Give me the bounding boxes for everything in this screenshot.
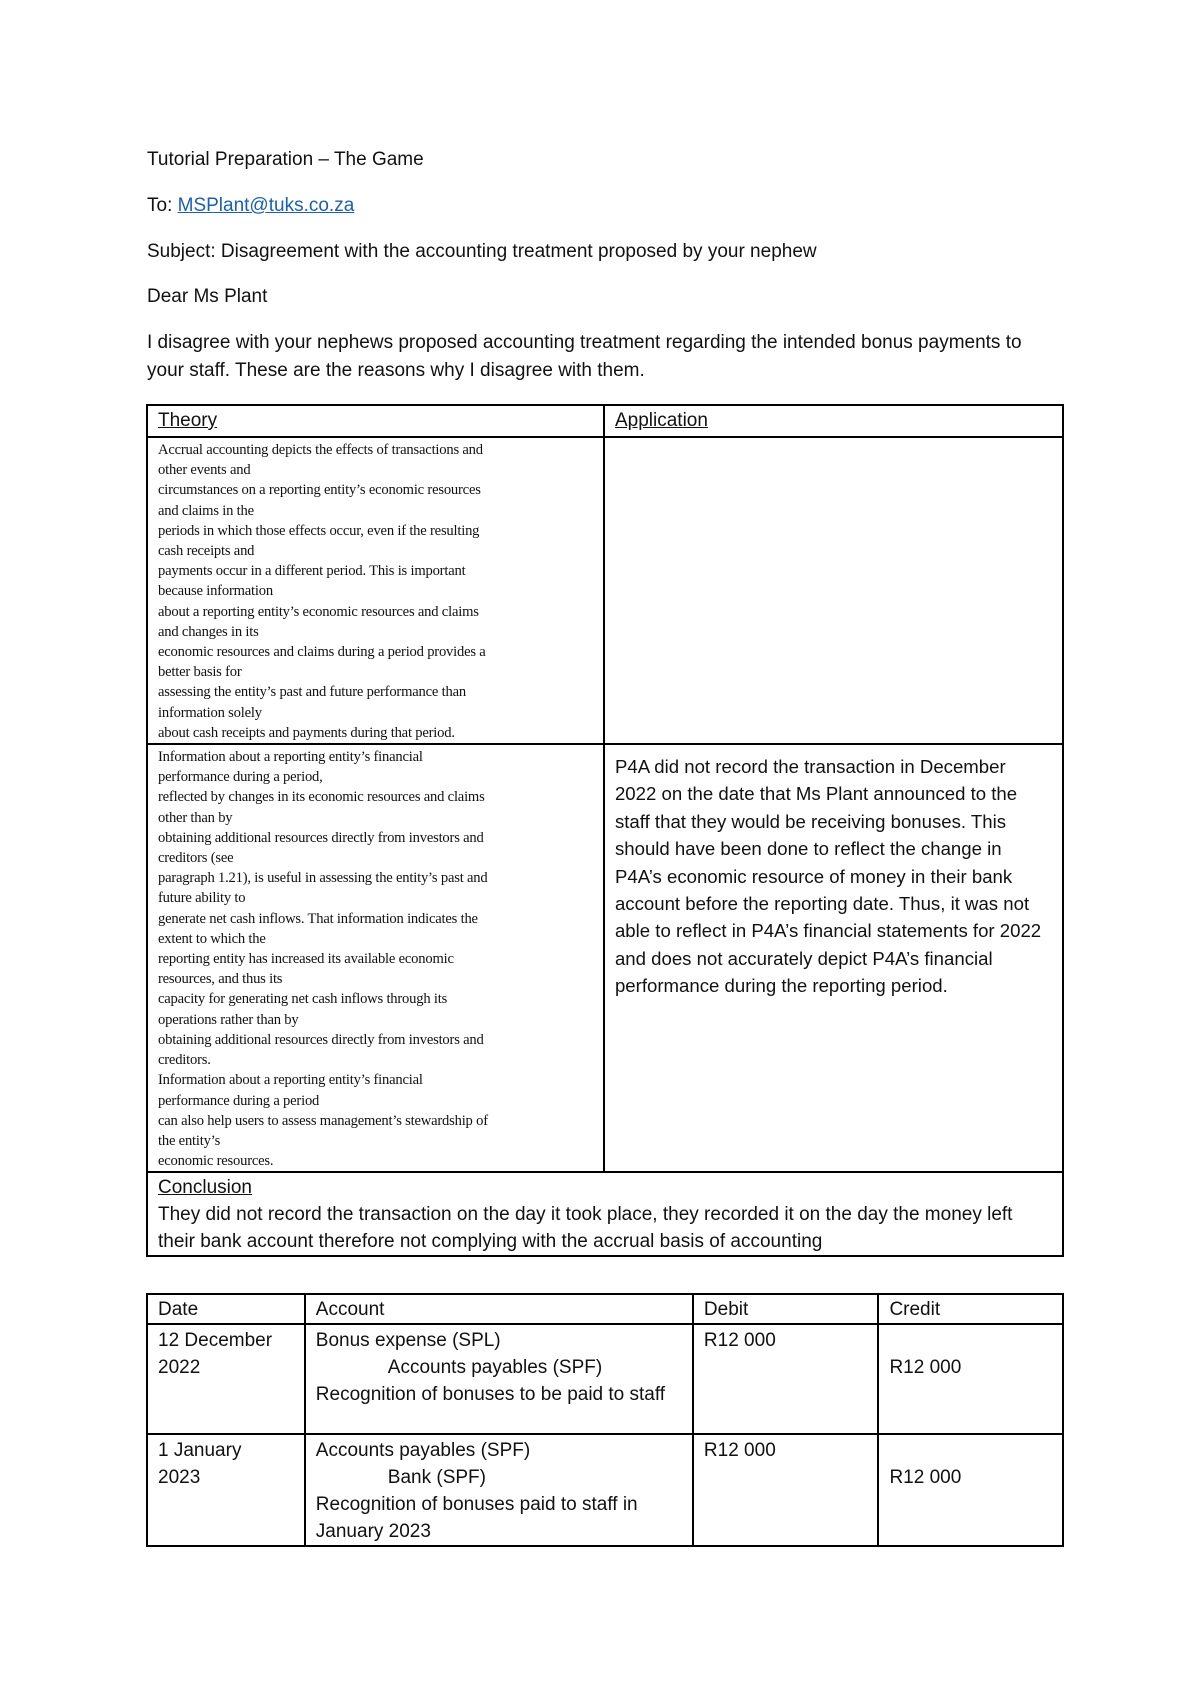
application-cell-1 [604, 437, 1063, 744]
entry-debit: R12 000 [693, 1434, 879, 1546]
journal-entries-table [146, 1293, 1064, 1547]
table-row [147, 1324, 1063, 1434]
application-cell-2: P4A did not record the transaction in December 2022 on the date that Ms Plant announced to the staff that they would be receiving bonuses. This should have been done to reflect the change in P4A’s economic resource of money in their bank account before the reporting date. Thus, it was not able to reflect in P4A’s financial statements for 2022 and does not accurately depict P4A’s financial performance during the reporting period. [604, 744, 1063, 1172]
conclusion-title: Conclusion [158, 1177, 252, 1199]
table-row [147, 1434, 1063, 1546]
entry-account: Accounts payables (SPF) Bank (SPF) Recognition of bonuses paid to staff in January 2023 [305, 1434, 693, 1546]
conclusion-text: They did not record the transaction on the day it took place, they recorded it on the day the money left their bank account therefore not complying with the accrual basis of accounting [158, 1204, 1013, 1253]
header-theory: Theory [147, 405, 604, 437]
header-application: Application [604, 405, 1063, 437]
entry-account: Bonus expense (SPL) Accounts payables (SPF) Recognition of bonuses to be paid to staff [305, 1324, 693, 1434]
document-title: Tutorial Preparation – The Game [147, 149, 424, 170]
header-account: Account [305, 1294, 693, 1324]
to-line [147, 195, 354, 217]
entry-credit: R12 000 [878, 1324, 1063, 1434]
header-credit: Credit [878, 1294, 1063, 1324]
recipient-email-link[interactable]: MSPlant@tuks.co.za [177, 195, 355, 216]
to-label: To: [147, 195, 178, 216]
theory-cell-1: Accrual accounting depicts the effects of transactions and other events and circumstances on a reporting entity’s economic resources and claims in the periods in which those effects occur, even if the resulting cash receipts and payments occur in a different period. This is important because information about a reporting entity’s economic resources and claims and changes in its economic resources and claims during a period provides a better basis for assessing the entity’s past and future performance than information solely about cash receipts and payments during that period. [147, 437, 604, 744]
theory-cell-2: Information about a reporting entity’s financial performance during a period, reflected by changes in its economic resources and claims other than by obtaining additional resources directly from investors and creditors (see paragraph 1.21), is useful in assessing the entity’s past and future ability to generate net cash inflows. That information indicates the extent to which the reporting entity has increased its available economic resources, and thus its capacity for generating net cash inflows through its operations rather than by obtaining additional resources directly from investors and creditors. Information about a reporting entity’s financial performance during a period can also help users to assess management’s stewardship of the entity’s economic resources. [147, 744, 604, 1172]
header-date: Date [147, 1294, 305, 1324]
subject-line: Subject: Disagreement with the accounting treatment proposed by your nephew [147, 241, 817, 262]
header-debit: Debit [693, 1294, 879, 1324]
journal-header-row [147, 1294, 1063, 1324]
theory-application-table [146, 404, 1064, 1257]
entry-date: 1 January 2023 [147, 1434, 305, 1546]
entry-credit: R12 000 [878, 1434, 1063, 1546]
intro-paragraph: I disagree with your nephews proposed accounting treatment regarding the intended bonus payments to your staff. These are the reasons why I disagree with them. [147, 332, 1022, 381]
conclusion-cell [147, 1172, 1063, 1256]
greeting: Dear Ms Plant [147, 286, 268, 307]
entry-debit: R12 000 [693, 1324, 879, 1434]
entry-date: 12 December 2022 [147, 1324, 305, 1434]
